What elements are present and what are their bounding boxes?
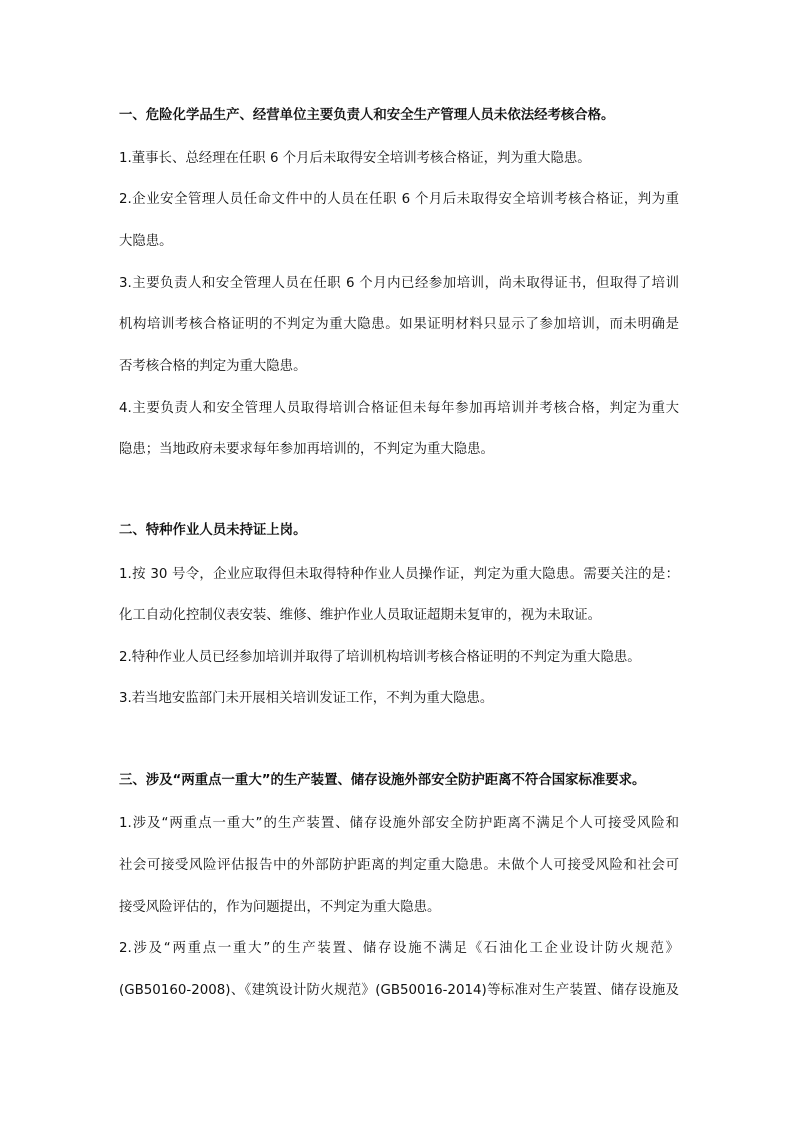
paragraph-line: 机构培训考核合格证明的不判定为重大隐患。如果证明材料只显示了参加培训，而未明确是 [119, 317, 679, 332]
paragraph-line: 2.企业安全管理人员任命文件中的人员在任职 6 个月后未取得安全培训考核合格证，判为重 [119, 192, 679, 207]
paragraph-line: 3.主要负责人和安全管理人员在任职 6 个月内已经参加培训，尚未取得证书，但取得了培训 [119, 276, 679, 291]
paragraph-line: 1.按 30 号令，企业应取得但未取得特种作业人员操作证，判定为重大隐患。需要关注的是： [119, 567, 679, 582]
paragraph-line: 2.涉及“两重点一重大”的生产装置、储存设施不满足《石油化工企业设计防火规范》 [119, 941, 679, 956]
document-page [119, 0, 679, 1122]
paragraph-line: 化工自动化控制仪表安装、维修、维护作业人员取证超期未复审的，视为未取证。 [119, 608, 602, 623]
paragraph-line: 否考核合格的判定为重大隐患。 [119, 359, 307, 374]
paragraph-line: 隐患；当地政府未要求每年参加再培训的，不判定为重大隐患。 [119, 442, 494, 457]
paragraph-line: (GB50160-2008)、《建筑设计防火规范》(GB50016-2014)等标准对生产装置、储存设施及 [119, 983, 679, 998]
paragraph-line: 3.若当地安监部门未开展相关培训发证工作，不判为重大隐患。 [119, 691, 494, 706]
paragraph-line: 2.特种作业人员已经参加培训并取得了培训机构培训考核合格证明的不判定为重大隐患。 [119, 650, 641, 665]
paragraph-line: 大隐患。 [119, 234, 173, 249]
paragraph-line: 1.董事长、总经理在任职 6 个月后未取得安全培训考核合格证，判为重大隐患。 [119, 151, 591, 166]
paragraph-line: 1.涉及“两重点一重大”的生产装置、储存设施外部安全防护距离不满足个人可接受风险和 [119, 816, 679, 831]
section-heading-1: 一、危险化学品生产、经营单位主要负责人和安全生产管理人员未依法经考核合格。 [119, 108, 615, 123]
section-heading-2: 二、特种作业人员未持证上岗。 [119, 523, 307, 538]
paragraph-line: 社会可接受风险评估报告中的外部防护距离的判定重大隐患。未做个人可接受风险和社会可 [119, 858, 679, 873]
section-heading-3: 三、涉及“两重点一重大”的生产装置、储存设施外部安全防护距离不符合国家标准要求。 [119, 773, 646, 788]
paragraph-line: 接受风险评估的，作为问题提出，不判定为重大隐患。 [119, 900, 441, 915]
paragraph-line: 4.主要负责人和安全管理人员取得培训合格证但未每年参加再培训并考核合格，判定为重大 [119, 401, 679, 416]
